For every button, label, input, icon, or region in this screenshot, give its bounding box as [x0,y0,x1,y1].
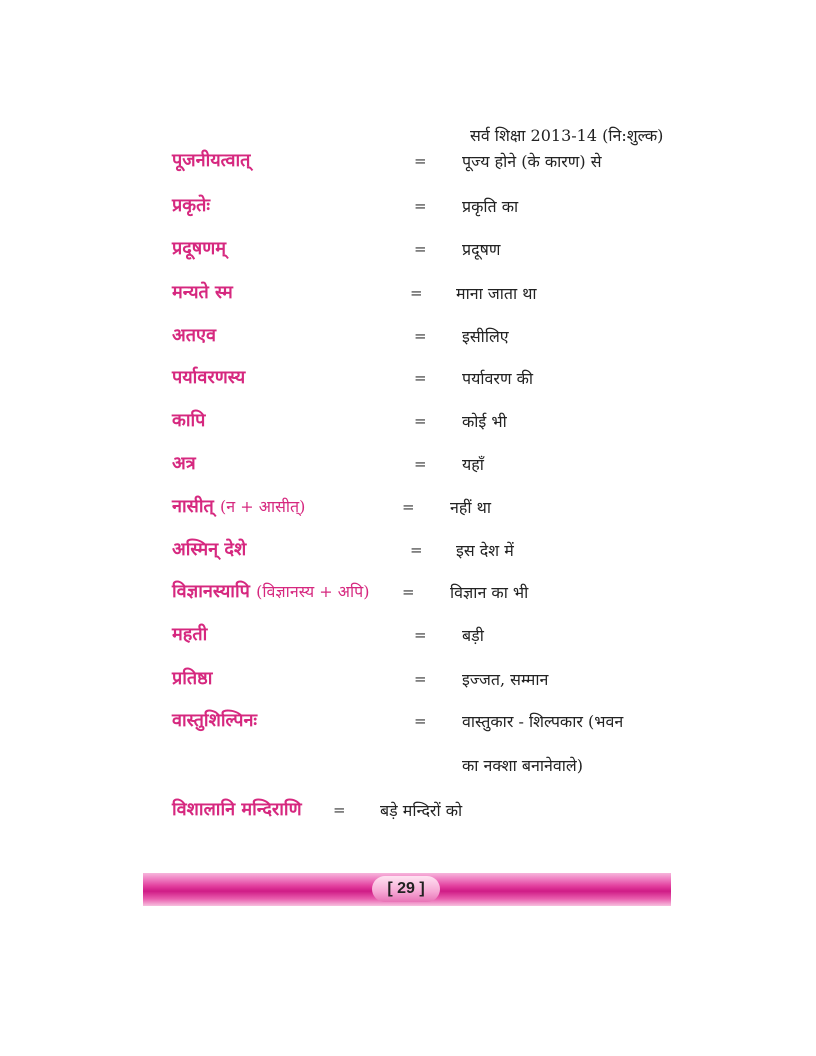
glossary-row-continuation [0,752,816,782]
sandhi-split: (न + आसीत्) [220,497,306,516]
hindi-meaning: पर्यावरण की [462,369,534,388]
sanskrit-term: पूजनीयत्वात् [172,150,251,171]
equals-sign: = [402,583,415,601]
hindi-meaning: बड़े मन्दिरों को [380,801,463,820]
hindi-meaning: इसीलिए [462,327,509,346]
glossary-row [0,323,816,353]
equals-sign: = [414,626,427,644]
hindi-meaning: माना जाता था [456,284,537,303]
hindi-meaning: कोई भी [462,412,507,431]
equals-sign: = [414,670,427,688]
glossary-row [0,666,816,696]
glossary-row [0,280,816,310]
glossary-row [0,537,816,567]
sanskrit-term: अतएव [172,325,216,346]
sanskrit-term: महती [172,624,208,645]
equals-sign: = [414,712,427,730]
sanskrit-term: प्रतिष्ठा [172,668,213,689]
hindi-meaning: विज्ञान का भी [450,583,529,602]
hindi-meaning: इज्जत, सम्मान [462,670,549,689]
hindi-meaning: नहीं था [450,498,491,517]
glossary-row [0,451,816,481]
page-number: [ 29 ] [372,876,440,902]
equals-sign: = [414,152,427,170]
sandhi-split: (विज्ञानस्य + अपि) [256,582,370,601]
hindi-meaning: का नक्शा बनानेवाले) [462,756,584,775]
sanskrit-term: प्रदूषणम् [172,238,226,259]
equals-sign: = [414,240,427,258]
hindi-meaning: पूज्य होने (के कारण) से [462,152,602,171]
equals-sign: = [414,455,427,473]
sanskrit-term: अत्र [172,453,196,474]
page-header: सर्व शिक्षा 2013-14 (नि:शुल्क) [470,126,664,145]
hindi-meaning: प्रकृति का [462,197,519,216]
sanskrit-term: मन्यते स्म [172,282,233,303]
glossary-row [0,148,816,178]
equals-sign: = [414,412,427,430]
glossary-row [0,579,816,609]
sanskrit-word: नासीत् [172,496,214,517]
sanskrit-term: अस्मिन् देशे [172,539,247,560]
hindi-meaning: प्रदूषण [462,240,501,259]
equals-sign: = [402,498,415,516]
equals-sign: = [410,541,423,559]
hindi-meaning: यहाँ [462,455,484,474]
equals-sign: = [414,369,427,387]
equals-sign: = [333,801,346,819]
sanskrit-term: वास्तुशिल्पिनः [172,710,258,731]
glossary-row [0,494,816,524]
hindi-meaning: बड़ी [462,626,484,645]
sanskrit-term: विशालानि मन्दिराणि [172,799,302,820]
sanskrit-term: प्रकृतेः [172,195,210,216]
glossary-row [0,708,816,738]
glossary-row [0,236,816,266]
sanskrit-term [172,579,369,603]
equals-sign: = [414,197,427,215]
sanskrit-term: कापि [172,410,206,431]
glossary-row [0,408,816,438]
hindi-meaning: वास्तुकार - शिल्पकार (भवन [462,712,624,731]
sanskrit-term [172,494,305,518]
glossary-row [0,797,816,827]
equals-sign: = [414,327,427,345]
glossary-row [0,193,816,223]
hindi-meaning: इस देश में [456,541,514,560]
sanskrit-word: विज्ञानस्यापि [172,581,250,602]
sanskrit-term: पर्यावरणस्य [172,367,246,388]
glossary-row [0,365,816,395]
equals-sign: = [410,284,423,302]
glossary-row [0,622,816,652]
